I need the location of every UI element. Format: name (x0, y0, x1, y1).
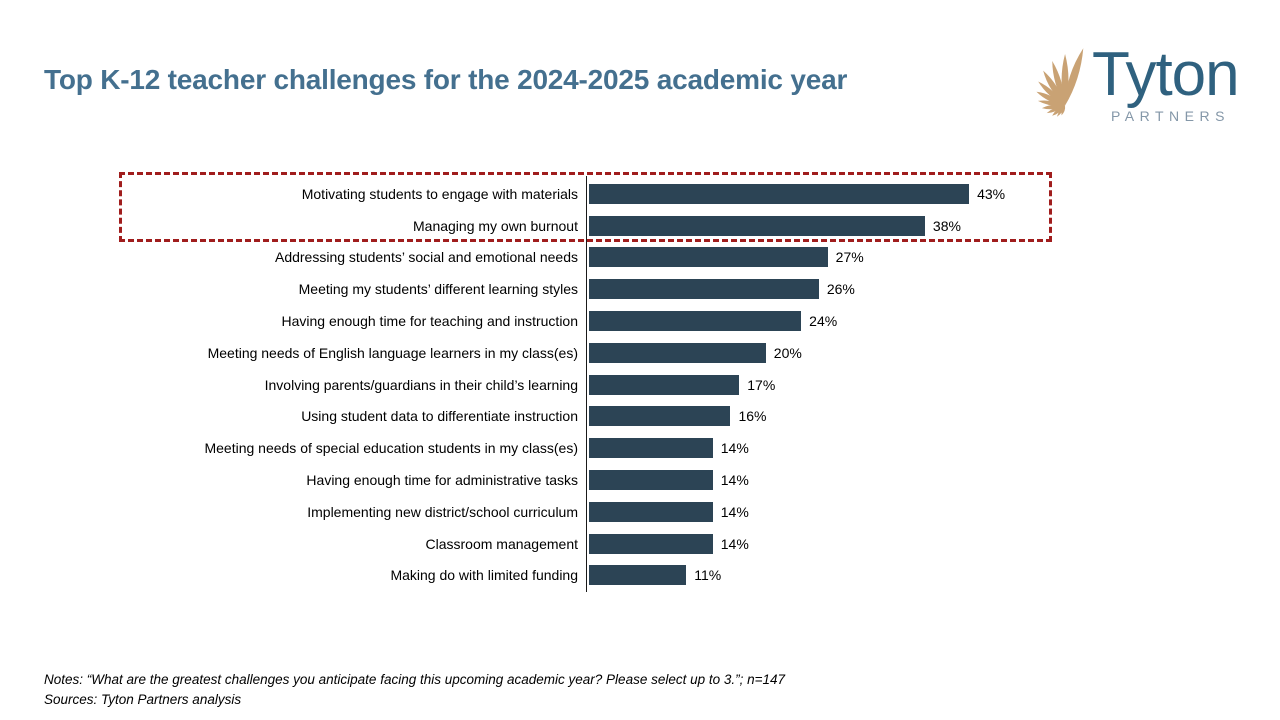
category-label: Classroom management (425, 535, 578, 552)
chart-row (0, 464, 1280, 496)
bar (589, 375, 739, 395)
category-label: Motivating students to engage with materials (301, 185, 578, 202)
chart-row (0, 273, 1280, 305)
category-label: Managing my own burnout (413, 217, 578, 234)
bar-track (586, 375, 775, 395)
value-label: 27% (835, 249, 864, 266)
value-label: 43% (977, 185, 1006, 202)
category-label: Implementing new district/school curriculum (307, 503, 578, 520)
bar-track (586, 534, 749, 554)
bar (589, 534, 713, 554)
chart-row (0, 560, 1280, 592)
chart-row (0, 337, 1280, 369)
notes-line: Notes: “What are the greatest challenges you anticipate facing this upcoming academic year? Please select up to 3.”; n=147 (44, 672, 786, 687)
page-title: Top K-12 teacher challenges for the 2024-2025 academic year (44, 64, 848, 95)
bar-track (586, 311, 837, 331)
chart-row (0, 305, 1280, 337)
bar (589, 247, 828, 267)
value-label: 14% (720, 535, 749, 552)
bar-track (586, 565, 721, 585)
category-label: Meeting needs of English language learners in my class(es) (207, 344, 578, 361)
category-label: Addressing students’ social and emotional needs (274, 249, 578, 266)
bar (589, 470, 713, 490)
tyton-partners-logo (1010, 18, 1248, 140)
bar-track (586, 470, 749, 490)
value-label: 24% (809, 313, 838, 330)
footnotes (44, 670, 944, 709)
value-label: 20% (773, 344, 802, 361)
bar (589, 565, 686, 585)
chart-row (0, 242, 1280, 274)
logo-name: Tyton (1092, 40, 1239, 109)
value-label: 14% (720, 503, 749, 520)
sources-line: Sources: Tyton Partners analysis (44, 691, 242, 707)
category-label: Making do with limited funding (390, 567, 578, 584)
value-label: 11% (694, 567, 722, 584)
chart-row (0, 496, 1280, 528)
chart-row (0, 432, 1280, 464)
category-label: Meeting needs of special education students in my class(es) (204, 440, 578, 457)
bar (589, 406, 730, 426)
bar-track (586, 343, 802, 363)
chart-row (0, 369, 1280, 401)
category-label: Having enough time for teaching and instruction (281, 313, 578, 330)
bar (589, 438, 713, 458)
bar-track (586, 247, 864, 267)
wing-icon (1010, 20, 1096, 138)
value-label: 17% (747, 376, 776, 393)
category-label: Using student data to differentiate instruction (301, 408, 578, 425)
bar-track (586, 279, 855, 299)
category-label: Meeting my students’ different learning styles (298, 281, 578, 298)
value-label: 14% (720, 472, 749, 489)
bar (589, 502, 713, 522)
bar-track (586, 502, 749, 522)
bar (589, 343, 766, 363)
category-label: Having enough time for administrative tasks (306, 472, 578, 489)
chart-row (0, 528, 1280, 560)
bar-track (586, 406, 766, 426)
value-label: 16% (738, 408, 767, 425)
value-label: 14% (720, 440, 749, 457)
value-label: 26% (826, 281, 855, 298)
bar-track (586, 438, 749, 458)
highlight-dashed-box (119, 172, 1052, 242)
bar (589, 311, 801, 331)
chart-row (0, 401, 1280, 433)
logo-subname: PARTNERS (1111, 108, 1230, 124)
category-label: Involving parents/guardians in their child’s learning (264, 376, 578, 393)
value-label: 38% (932, 217, 961, 234)
bar (589, 279, 819, 299)
